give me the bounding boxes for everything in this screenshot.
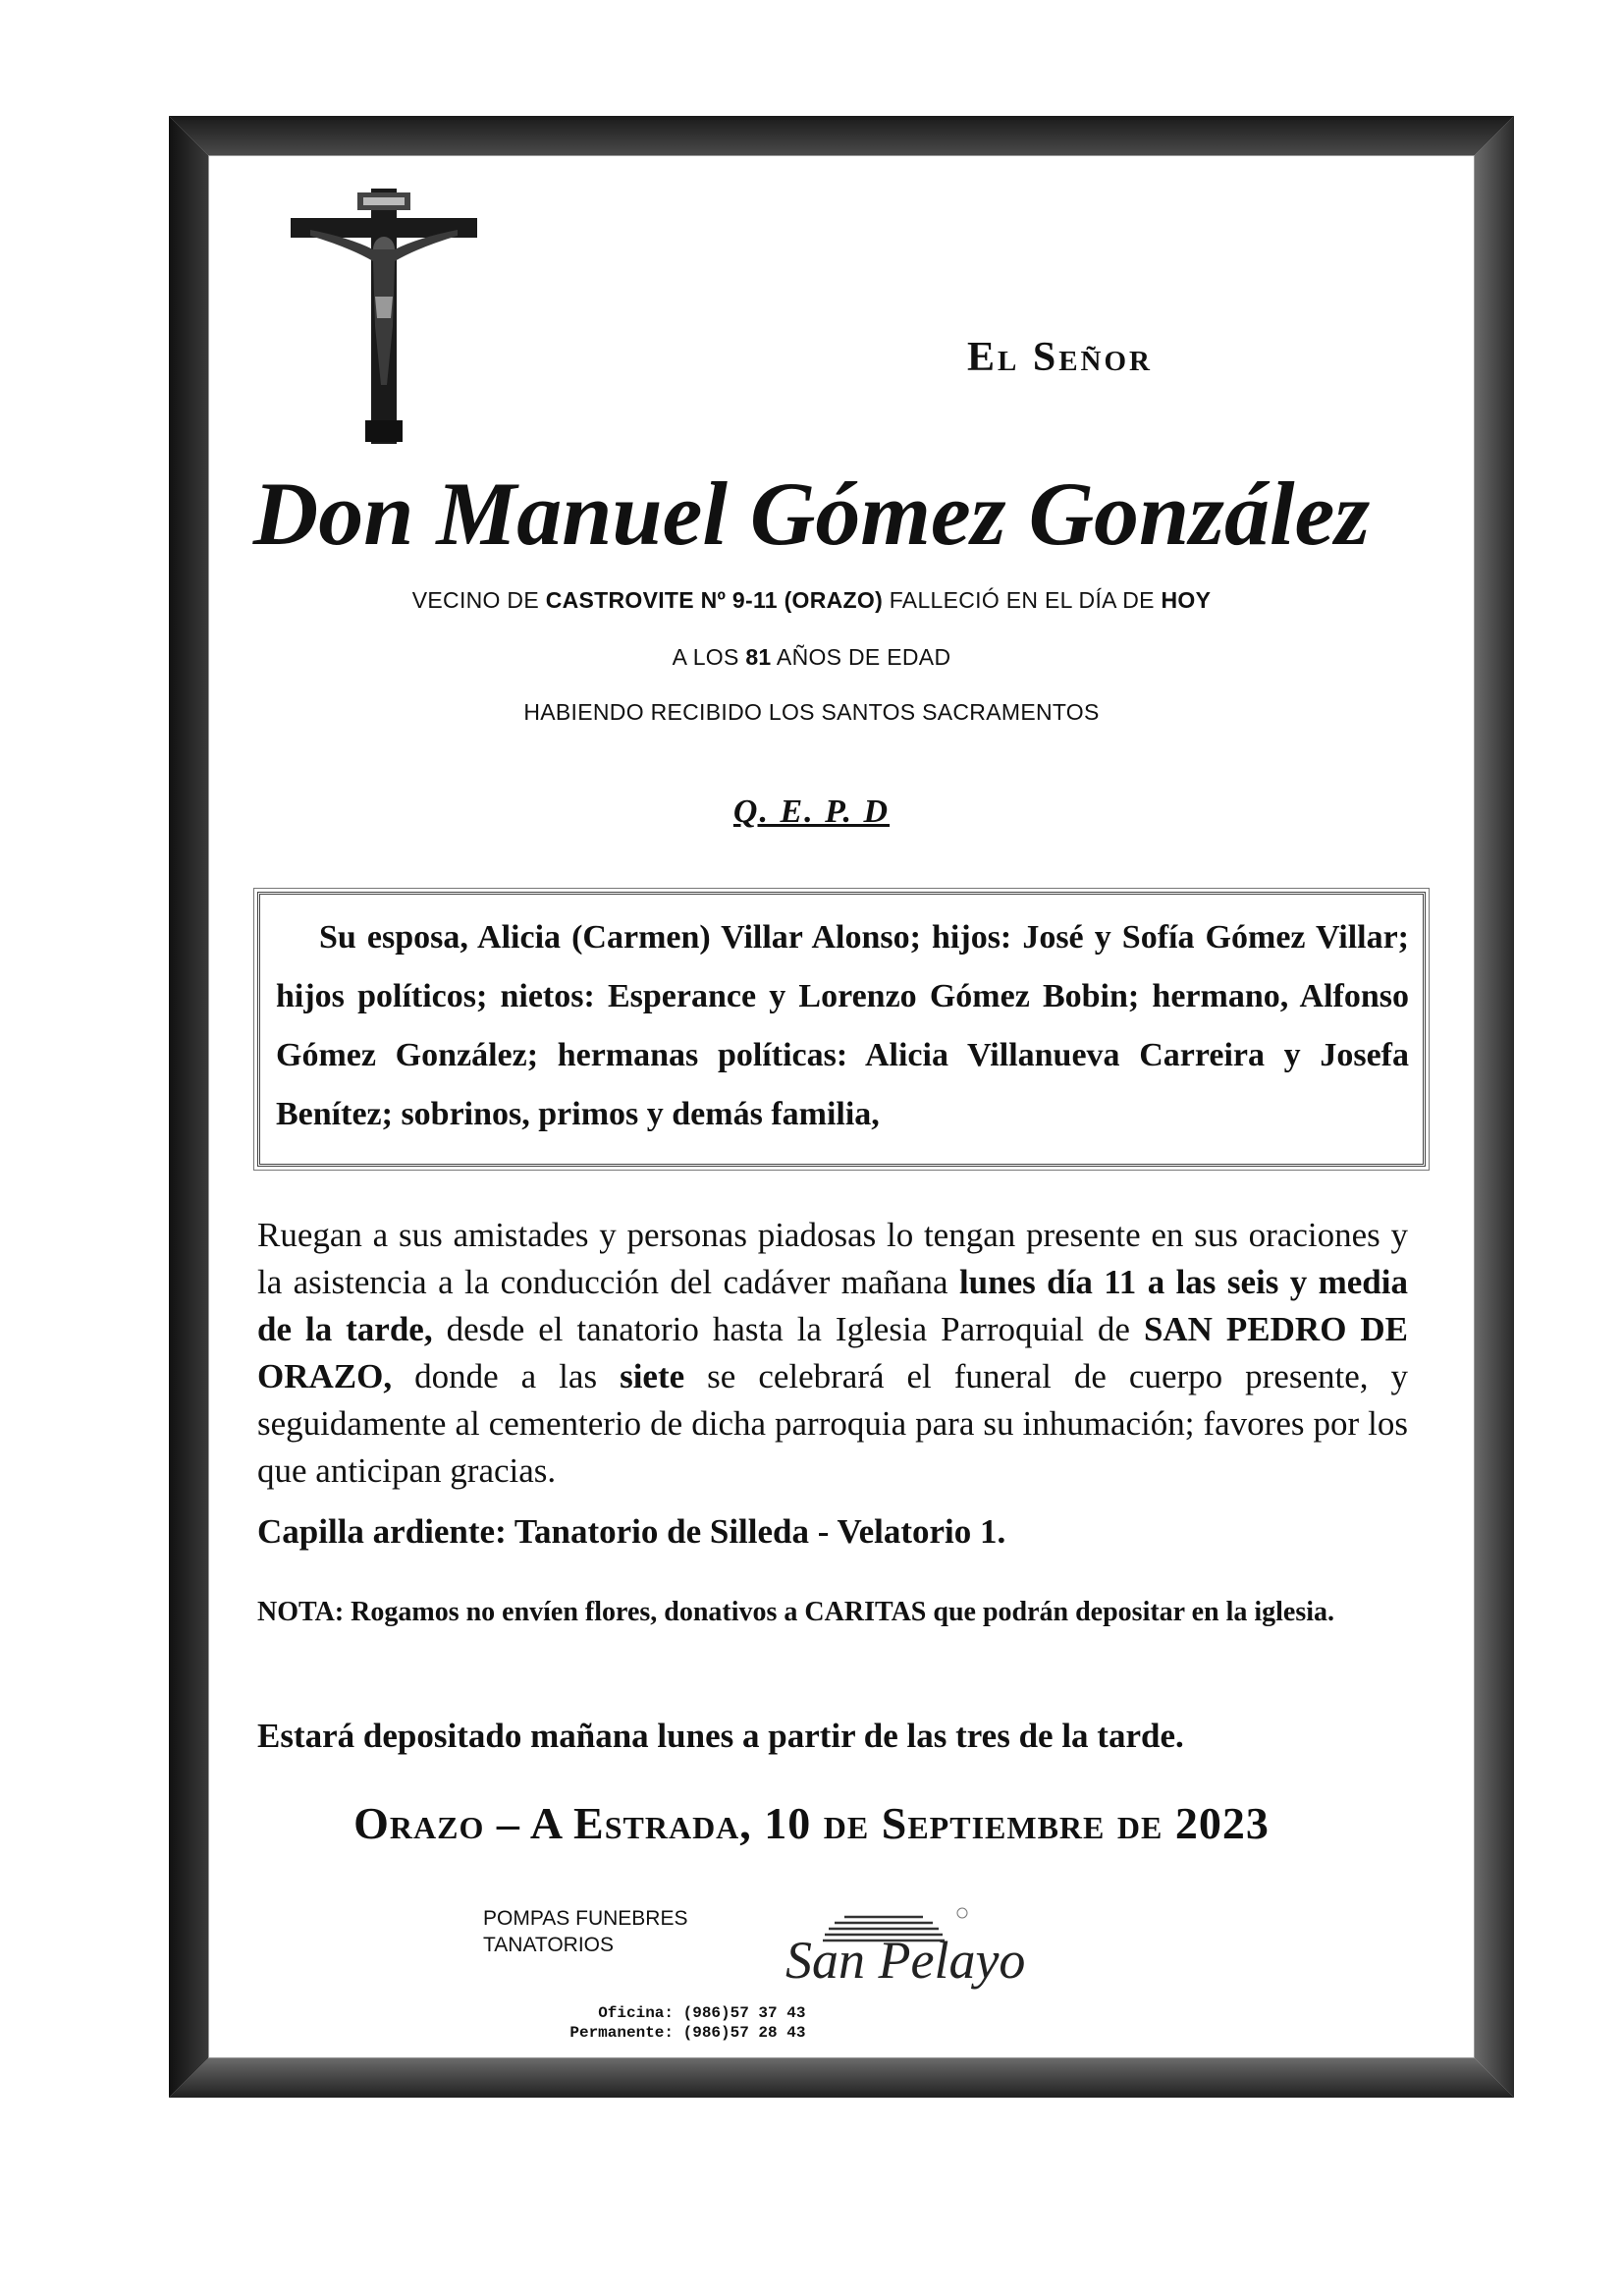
estara-depositado: Estará depositado mañana lunes a partir de las tres de la tarde.	[257, 1717, 1184, 1755]
title-prefix: El Señor	[967, 335, 1154, 380]
info-line-age: A LOS 81 AÑOS DE EDAD	[672, 644, 951, 670]
company-line-2: TANATORIOS	[483, 1934, 615, 1956]
phone-list	[550, 2003, 805, 2043]
logo-text: San Pelayo	[785, 1931, 1026, 1990]
info-line-sacraments: HABIENDO RECIBIDO LOS SANTOS SACRAMENTOS	[523, 699, 1100, 725]
info-line-residence: VECINO DE CASTROVITE Nº 9-11 (ORAZO) FALLECIÓ EN EL DÍA DE HOY	[411, 587, 1212, 613]
company-line-1: POMPAS FUNEBRES	[483, 1907, 688, 1930]
phone-row-permanent: Permanente: (986)57 28 43	[569, 2024, 806, 2042]
ruegan-paragraph: Ruegan a sus amistades y personas piadosas lo tengan presente en sus oraciones y la asistencia a la conducción del cadáver mañana lunes día 11 a las seis y media de la tarde, desde el tanatorio hasta la Iglesia Parroquial de SAN PEDRO DE ORAZO, donde a las siete se celebrará el funeral de cuerpo presente, y seguidamente al cementerio de dicha parroquia para su inhumación; favores por los que anticipan gracias.	[257, 1216, 1409, 1490]
place-date: Orazo – A Estrada, 10 de Septiembre de 2023	[353, 1798, 1270, 1848]
company-name	[483, 1905, 687, 1958]
crucifix-icon	[291, 189, 477, 444]
family-box	[257, 892, 1426, 1167]
nota: NOTA: Rogamos no envíen flores, donativos a CARITAS que podrán depositar en la iglesia.	[257, 1597, 1335, 1627]
frame-top-edge	[169, 116, 1514, 155]
deceased-name: Don Manuel Gómez González	[252, 464, 1371, 564]
capilla-ardiente: Capilla ardiente: Tanatorio de Silleda - Velatorio 1.	[257, 1512, 1006, 1551]
frame-bottom-edge	[169, 2058, 1514, 2098]
qepd-label: Q. E. P. D	[732, 793, 891, 830]
family-text: Su esposa, Alicia (Carmen) Villar Alonso; hijos: José y Sofía Gómez Villar; hijos políticos; nietos: Esperance y Lorenzo Gómez Bobin; hermano, Alfonso Gómez González; hermanas políticas: Alicia Villanueva Carreira y Josefa Benítez; sobrinos, primos y demás familia,	[276, 919, 1409, 1132]
phone-row-office: Oficina: (986)57 37 43	[598, 2004, 806, 2022]
